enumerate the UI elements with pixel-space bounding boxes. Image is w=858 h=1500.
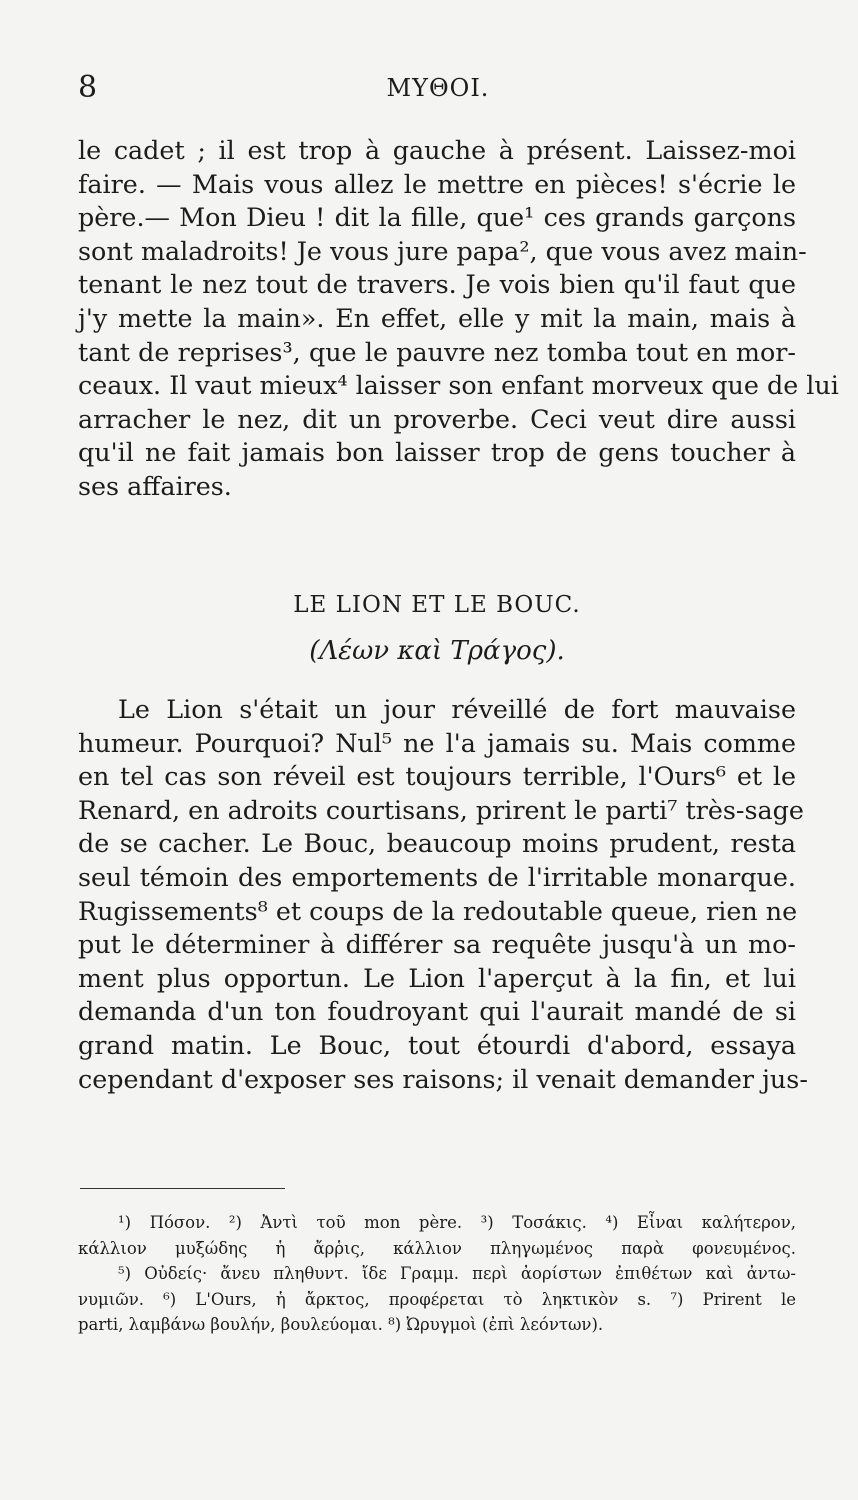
text-line: le cadet ; il est trop à gauche à présent. Laissez-moi bbox=[78, 135, 796, 165]
text-line: grand matin. Le Bouc, tout étourdi d'abord, essaya bbox=[78, 1029, 796, 1060]
text-line: put le déterminer à différer sa requête jusqu'à un mo- bbox=[78, 929, 796, 960]
text-line: arracher le nez, dit un proverbe. Ceci veut dire aussi bbox=[78, 403, 796, 434]
text-line: ment plus opportun. Le Lion l'aperçut à la fin, et lui bbox=[78, 962, 796, 993]
running-title: ΜΥΘΟΙ. bbox=[386, 74, 490, 102]
text-line: qu'il ne fait jamais bon laisser trop de gens toucher à bbox=[78, 437, 796, 468]
text-line: père.— Mon Dieu ! dit la fille, que¹ ces grands garçons bbox=[78, 202, 796, 233]
footnote-line: ⁵) Οὐδείς· ἄνευ πληθυντ. ἴδε Γραμμ. περὶ ἀορίστων ἐπιθέτων καὶ ἀντω- bbox=[118, 1264, 796, 1283]
page-number: 8 bbox=[78, 70, 98, 105]
text-line: tenant le nez tout de travers. Je vois bien qu'il faut que bbox=[78, 269, 796, 300]
footnote-line: ¹) Πόσον. ²) Ἀντὶ τοῦ mon père. ³) Τοσάκις. ⁴) Εἶναι καλήτερον, bbox=[118, 1213, 796, 1232]
text-line: j'y mette la main». En effet, elle y mit la main, mais à bbox=[78, 302, 796, 333]
text-line: Le Lion s'était un jour réveillé de fort mauvaise bbox=[118, 694, 796, 724]
footnote-line: parti, λαμβάνω βουλήν, βουλεύομαι. ⁸) Ὠρυγμοὶ (ἐπὶ λεόντων). bbox=[78, 1315, 604, 1334]
footnote-rule bbox=[80, 1188, 285, 1189]
text-line: tant de reprises³, que le pauvre nez tomba tout en mor- bbox=[78, 336, 796, 367]
text-line: faire. — Mais vous allez le mettre en pièces! s'écrie le bbox=[78, 168, 796, 199]
text-line: ses affaires. bbox=[78, 470, 232, 501]
text-line: en tel cas son réveil est toujours terrible, l'Ours⁶ et le bbox=[78, 761, 796, 792]
first-paragraph bbox=[78, 134, 839, 504]
fable-paragraph bbox=[78, 693, 808, 1096]
text-line: ceaux. Il vaut mieux⁴ laisser son enfant morveux que de lui bbox=[78, 370, 839, 401]
text-line: demanda d'un ton foudroyant qui l'aurait mandé de si bbox=[78, 996, 796, 1027]
footnote-line: κάλλιον μυξώδης ἡ ἄρῥις, κάλλιον πληγωμένος παρὰ φονευμένος. bbox=[78, 1238, 796, 1258]
text-line: sont maladroits! Je vous jure papa², que vous avez main- bbox=[78, 235, 807, 266]
text-line: Renard, en adroits courtisans, prirent le parti⁷ très-sage bbox=[78, 794, 804, 825]
text-line: cependant d'exposer ses raisons; il venait demander jus- bbox=[78, 1063, 808, 1094]
text-line: humeur. Pourquoi? Nul⁵ ne l'a jamais su. Mais comme bbox=[78, 727, 796, 758]
text-line: Rugissements⁸ et coups de la redoutable queue, rien ne bbox=[78, 895, 798, 926]
page-header bbox=[78, 70, 798, 110]
fable-subtitle: (Λέων καὶ Τράγος). bbox=[309, 636, 565, 666]
footnotes bbox=[78, 1210, 796, 1338]
text-line: seul témoin des emportements de l'irritable monarque. bbox=[78, 861, 796, 892]
fable-title: LE LION ET LE BOUC. bbox=[293, 592, 581, 618]
footnote-line: νυμιῶν. ⁶) L'Ours, ἡ ἄρκτος, προφέρεται τὸ ληκτικὸν s. ⁷) Prirent le bbox=[78, 1289, 796, 1309]
text-line: de se cacher. Le Bouc, beaucoup moins prudent, resta bbox=[78, 828, 796, 859]
